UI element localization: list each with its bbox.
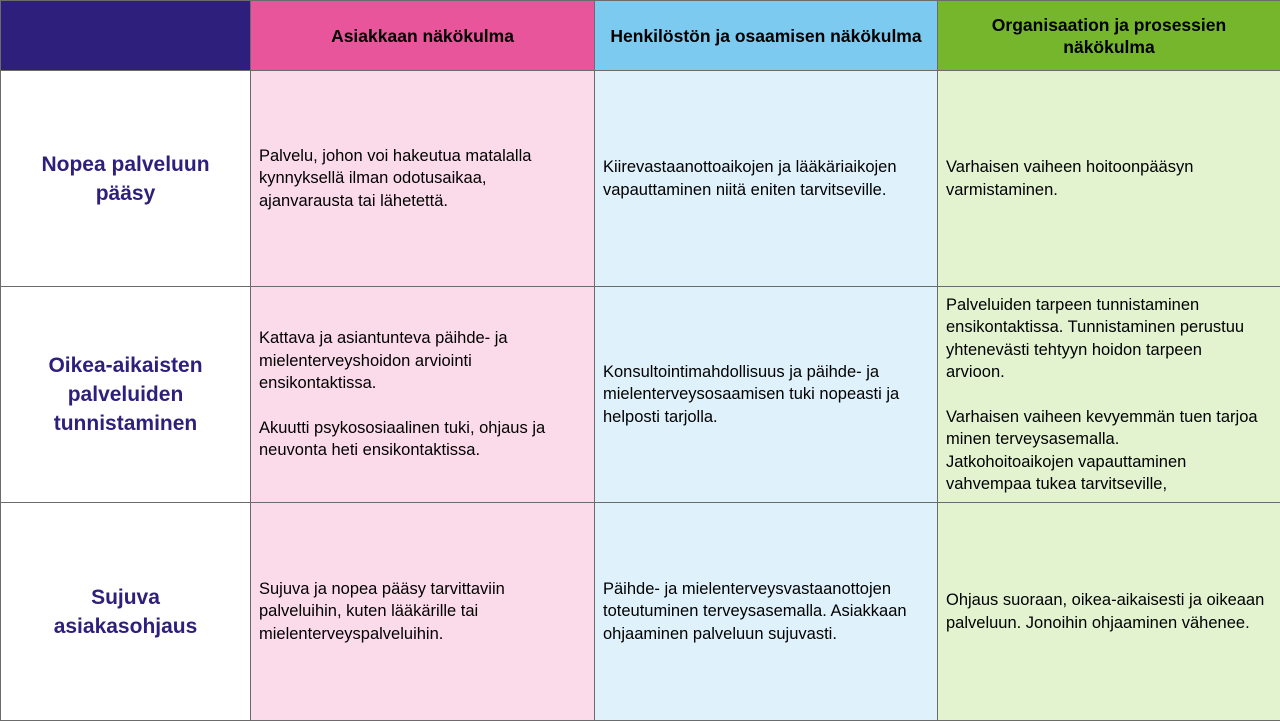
cell-text: Varhaisen vaiheen kevyemmän tuen tarjoa minen terveysasemalla. Jatkohoitoaikojen vapauttaminen vahvempaa tukea tarvitseville, <box>946 406 1272 496</box>
cell-text: Päihde- ja mielenterveysvastaanottojen toteutuminen terveysasemalla. Asiakkaan ohjaaminen palveluun sujuvasti. <box>603 578 929 646</box>
cell-text: Akuutti psykososiaalinen tuki, ohjaus ja neuvonta heti ensikontaktissa. <box>259 417 586 462</box>
row-title: Sujuva asiakasohjaus <box>1 503 251 721</box>
customer-cell <box>251 287 595 503</box>
cell-text: Kiirevastaanottoaikojen ja lääkäriaikojen vapauttaminen niitä eniten tarvitseville. <box>603 156 929 201</box>
cell-text: Sujuva ja nopea pääsy tarvittaviin palveluihin, kuten lääkärille tai mielenterveyspalveluihin. <box>259 578 586 646</box>
cell-text: Palvelu, johon voi hakeutua matalalla kynnyksellä ilman odotusaikaa, ajanvarausta tai lähetettä. <box>259 145 586 213</box>
header-row <box>1 1 1280 71</box>
org-cell <box>938 71 1280 287</box>
cell-text: Konsultointimahdollisuus ja päihde- ja mielenterveysosaamisen tuki nopeasti ja helposti tarjolla. <box>603 361 929 429</box>
cell-text: Kattava ja asiantunteva päihde- ja mielenterveyshoidon arviointi ensikontaktissa. <box>259 327 586 395</box>
corner-cell <box>1 1 251 71</box>
cell-text: Ohjaus suoraan, oikea-aikaisesti ja oikeaan palveluun. Jonoihin ohjaaminen vähenee. <box>946 589 1272 634</box>
table-row <box>1 287 1280 503</box>
row-title: Oikea-aikaisten palveluiden tunnistaminen <box>1 287 251 503</box>
customer-cell <box>251 71 595 287</box>
table-row <box>1 503 1280 721</box>
staff-cell <box>595 503 938 721</box>
staff-cell <box>595 71 938 287</box>
table-row <box>1 71 1280 287</box>
cell-text: Varhaisen vaiheen hoitoonpääsyn varmistaminen. <box>946 156 1272 201</box>
header-customer: Asiakkaan näkökulma <box>251 1 595 71</box>
row-title: Nopea palveluun pääsy <box>1 71 251 287</box>
cell-text: Palveluiden tarpeen tunnistaminen ensikontaktissa. Tunnistaminen perustuu yhtenevästi tehtyyn hoidon tarpeen arvioon. <box>946 294 1272 384</box>
customer-cell <box>251 503 595 721</box>
header-staff: Henkilöstön ja osaamisen näkökulma <box>595 1 938 71</box>
org-cell <box>938 287 1280 503</box>
staff-cell <box>595 287 938 503</box>
header-org: Organisaation ja prosessien näkökulma <box>938 1 1280 71</box>
org-cell <box>938 503 1280 721</box>
